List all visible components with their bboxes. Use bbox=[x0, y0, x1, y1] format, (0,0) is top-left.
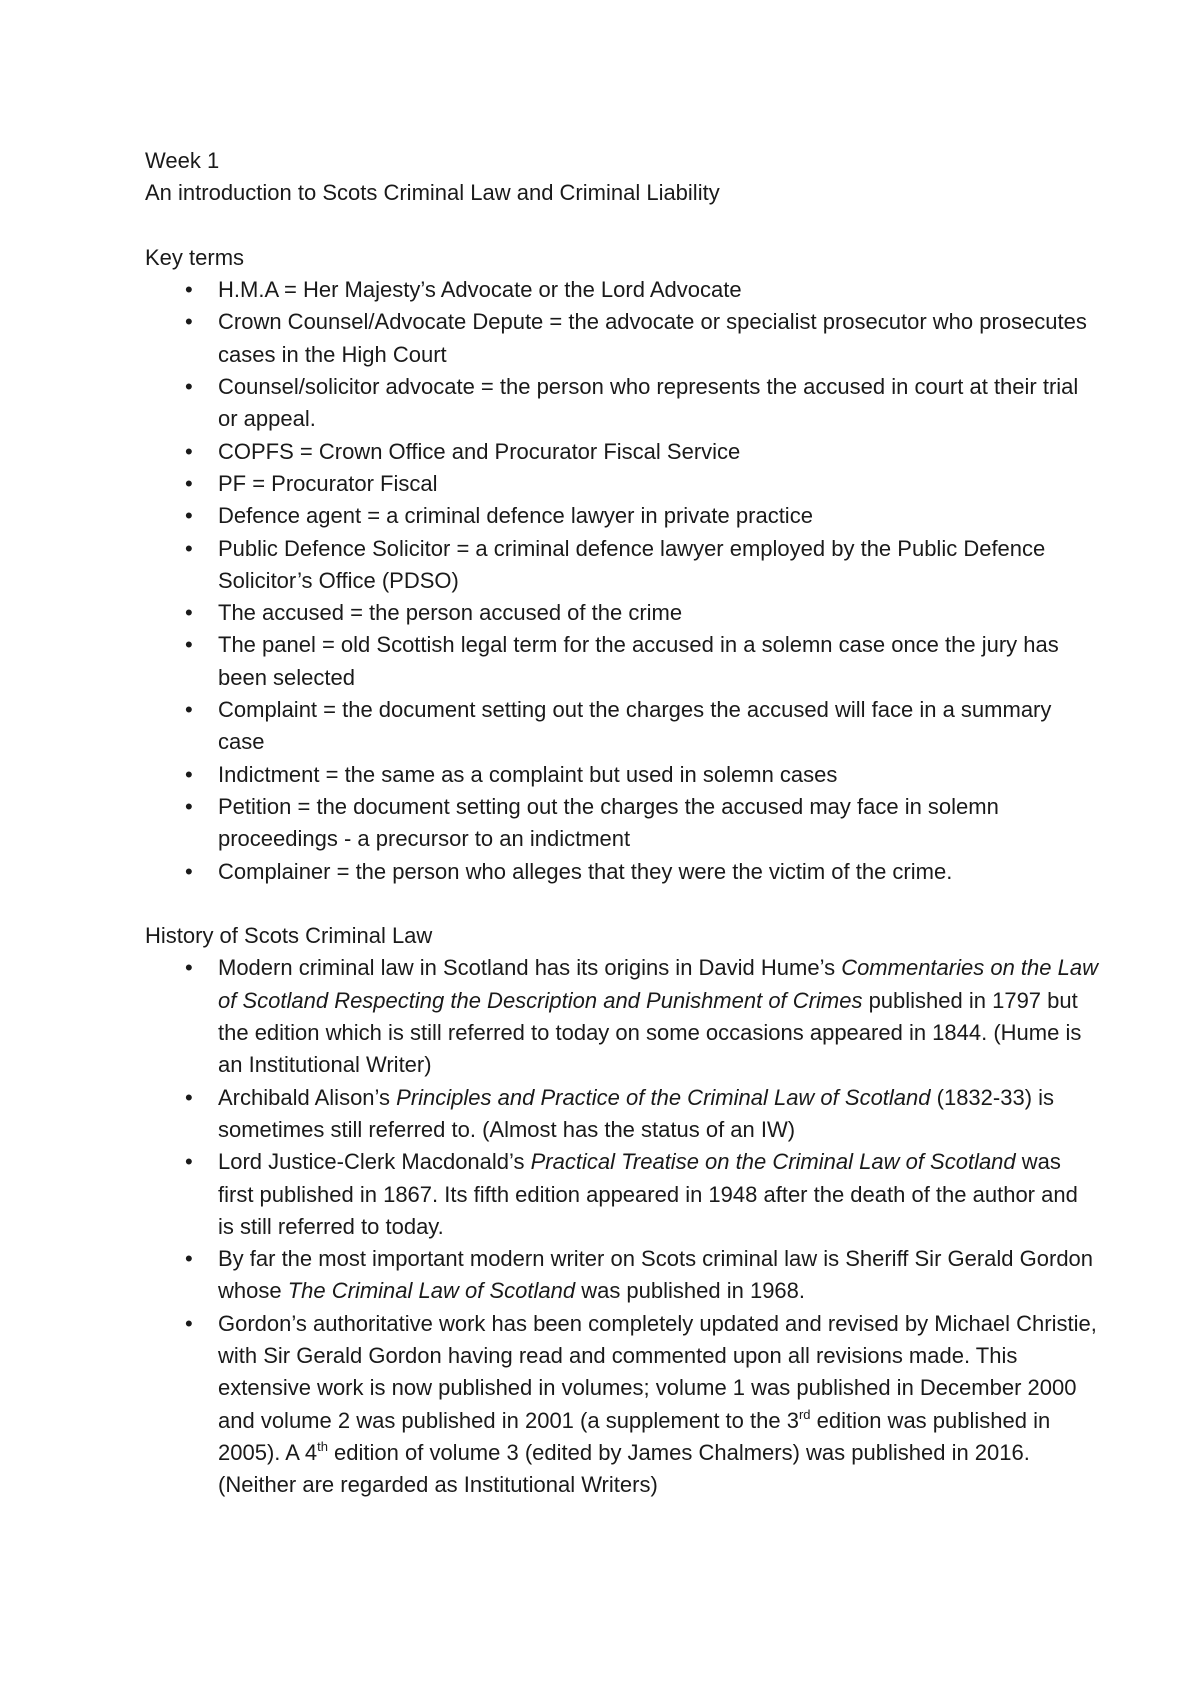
bullet-icon: • bbox=[185, 1149, 193, 1175]
list-item bbox=[145, 436, 1098, 468]
history-list bbox=[145, 952, 1098, 1501]
key-term-text: The accused = the person accused of the crime bbox=[218, 600, 683, 626]
list-item bbox=[145, 371, 1098, 436]
bullet-icon: • bbox=[185, 470, 193, 496]
list-item bbox=[145, 1308, 1098, 1502]
key-term-text: The panel = old Scottish legal term for the accused in a solemn case once the jury has been selected bbox=[218, 632, 1059, 690]
list-item bbox=[145, 694, 1098, 759]
book-title: Principles and Practice of the Criminal Law of Scotland bbox=[396, 1084, 931, 1110]
list-item bbox=[145, 791, 1098, 856]
list-item bbox=[145, 274, 1098, 306]
key-terms-list bbox=[145, 274, 1087, 888]
history-text: Lord Justice-Clerk Macdonald’s bbox=[218, 1149, 531, 1175]
history-text: Modern criminal law in Scotland has its origins in David Hume’s bbox=[218, 955, 842, 981]
bullet-icon: • bbox=[185, 600, 193, 626]
key-term-text: COPFS = Crown Office and Procurator Fiscal Service bbox=[218, 438, 741, 464]
history-text: (1832-33) is sometimes still referred to. (Almost has the status of an IW) bbox=[218, 1084, 1055, 1142]
list-item bbox=[145, 1243, 1098, 1308]
list-item bbox=[145, 468, 1098, 500]
key-term-text: H.M.A = Her Majesty’s Advocate or the Lord Advocate bbox=[218, 277, 742, 303]
bullet-icon: • bbox=[185, 309, 193, 335]
list-item bbox=[145, 759, 1098, 791]
history-text: Gordon’s authoritative work has been completely updated and revised by Michael Christie, with Sir Gerald Gordon having read and commented upon all revisions made. This extensive work is now published in volumes; volume 1 was published in December 2000 and volume 2 was published in 2001 (a supplement to the 3 bbox=[218, 1310, 1097, 1433]
list-item bbox=[145, 629, 1098, 694]
bullet-icon: • bbox=[185, 632, 193, 658]
key-term-text: Counsel/solicitor advocate = the person who represents the accused in court at their trial or appeal. bbox=[218, 374, 1079, 432]
book-title: Commentaries on the Law of Scotland Respecting the Description and Punishment of Crimes bbox=[218, 955, 1098, 1013]
list-item bbox=[145, 306, 1098, 371]
key-term-text: Complaint = the document setting out the charges the accused will face in a summary case bbox=[218, 697, 1052, 755]
ordinal-suffix: th bbox=[317, 1438, 328, 1454]
list-item bbox=[145, 1082, 1098, 1147]
bullet-icon: • bbox=[185, 503, 193, 529]
key-term-text: Defence agent = a criminal defence lawyer in private practice bbox=[218, 503, 813, 529]
bullet-icon: • bbox=[185, 1310, 193, 1336]
book-title: Practical Treatise on the Criminal Law of Scotland bbox=[530, 1149, 1016, 1175]
bullet-icon: • bbox=[185, 858, 193, 884]
key-term-text: Crown Counsel/Advocate Depute = the advocate or specialist prosecutor who prosecutes cases in the High Court bbox=[218, 309, 1087, 367]
list-item bbox=[145, 952, 1098, 1081]
bullet-icon: • bbox=[185, 697, 193, 723]
list-item bbox=[145, 856, 1098, 888]
document-title: An introduction to Scots Criminal Law and Criminal Liability bbox=[145, 180, 720, 206]
history-text: Archibald Alison’s bbox=[218, 1084, 397, 1110]
key-term-text: Indictment = the same as a complaint but used in solemn cases bbox=[218, 761, 838, 787]
spacer bbox=[145, 210, 1080, 242]
bullet-icon: • bbox=[185, 1084, 193, 1110]
history-text: By far the most important modern writer on Scots criminal law is Sheriff Sir Gerald Gordon whose bbox=[218, 1246, 1094, 1304]
history-heading: History of Scots Criminal Law bbox=[145, 923, 433, 949]
list-item bbox=[145, 1146, 1098, 1243]
bullet-icon: • bbox=[185, 535, 193, 561]
history-text: was first published in 1867. Its fifth edition appeared in 1948 after the death of the author and is still referred to today. bbox=[218, 1149, 1078, 1239]
history-text: edition of volume 3 (edited by James Chalmers) was published in 2016. (Neither are regarded as Institutional Writers) bbox=[218, 1439, 1030, 1498]
ordinal-suffix: rd bbox=[798, 1406, 811, 1422]
spacer bbox=[145, 888, 1080, 920]
key-term-text: Public Defence Solicitor = a criminal defence lawyer employed by the Public Defence Solicitor’s Office (PDSO) bbox=[218, 535, 1046, 593]
history-text: published in 1797 but the edition which is still referred to today on some occasions appeared in 1844. (Hume is an Institutional Writer) bbox=[218, 987, 1082, 1078]
key-term-text: Petition = the document setting out the charges the accused may face in solemn proceedings - a precursor to an indictment bbox=[218, 793, 999, 852]
key-term-text: PF = Procurator Fiscal bbox=[218, 470, 438, 496]
bullet-icon: • bbox=[185, 374, 193, 400]
bullet-icon: • bbox=[185, 277, 193, 303]
bullet-icon: • bbox=[185, 793, 193, 819]
history-text: edition was published in 2005). A 4 bbox=[218, 1407, 1051, 1465]
bullet-icon: • bbox=[185, 1246, 193, 1272]
bullet-icon: • bbox=[185, 955, 193, 981]
key-term-text: Complainer = the person who alleges that they were the victim of the crime. bbox=[218, 858, 953, 884]
week-label: Week 1 bbox=[145, 148, 220, 173]
bullet-icon: • bbox=[185, 438, 193, 464]
list-item bbox=[145, 597, 1098, 629]
key-terms-heading: Key terms bbox=[145, 244, 245, 270]
history-text: was published in 1968. bbox=[575, 1278, 806, 1304]
bullet-icon: • bbox=[185, 761, 193, 787]
book-title: The Criminal Law of Scotland bbox=[287, 1278, 576, 1304]
list-item bbox=[145, 500, 1098, 532]
list-item bbox=[145, 533, 1098, 598]
